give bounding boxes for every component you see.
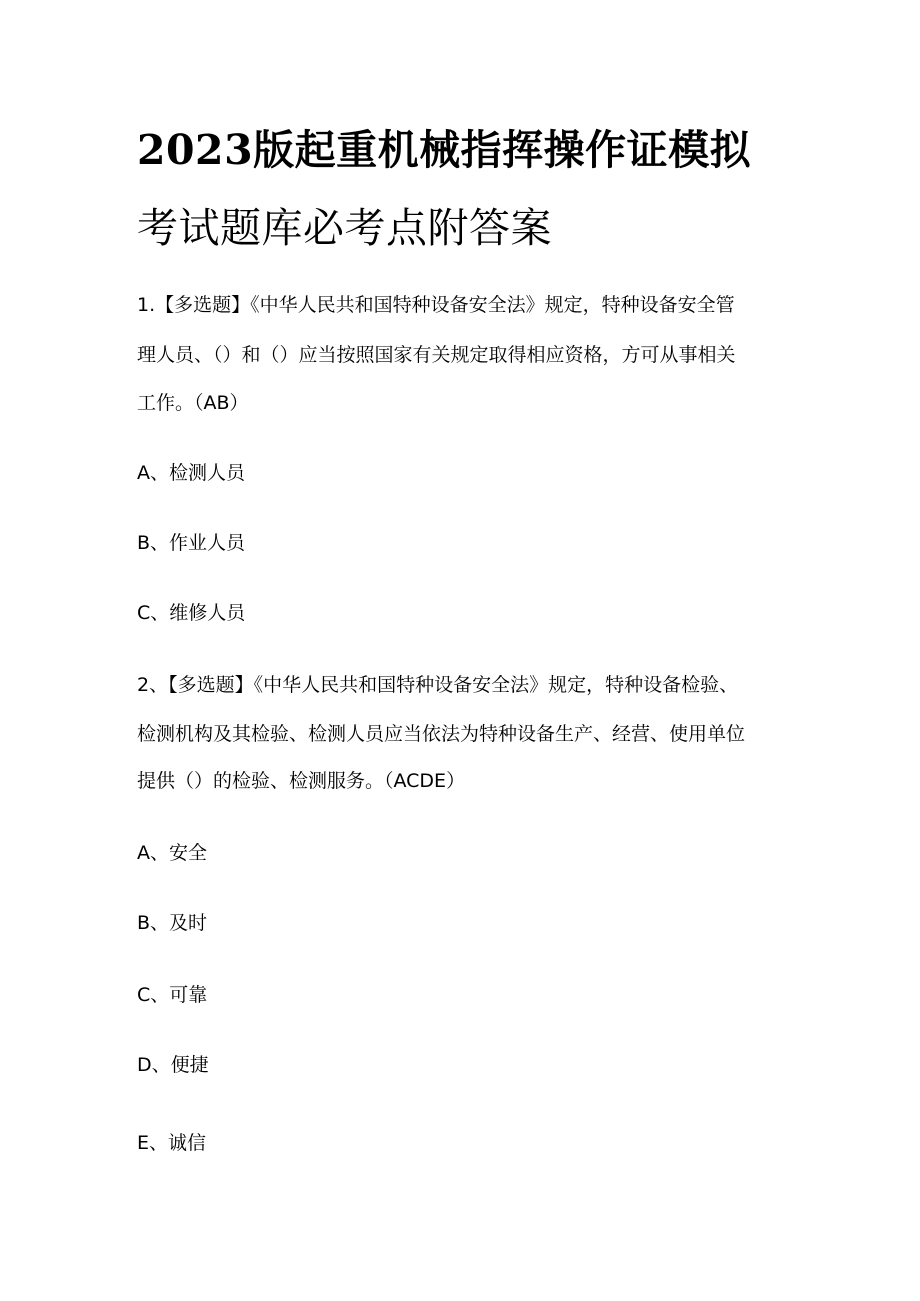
question-1-option-b: B、作业人员 [137, 532, 246, 554]
question-2-text-line-2: 检测机构及其检验、检测人员应当依法为特种设备生产、经营、使用单位 [137, 723, 746, 745]
question-2-option-d: D、便捷 [137, 1054, 209, 1076]
question-1-option-a: A、检测人员 [137, 462, 245, 484]
question-2-option-b: B、及时 [137, 912, 208, 934]
question-1-text-line-3: 工作。（AB） [137, 392, 249, 414]
question-1-text-line-1: 1.【多选题】《中华人民共和国特种设备安全法》规定，特种设备安全管 [137, 294, 735, 316]
question-2-option-e: E、诚信 [137, 1132, 207, 1154]
question-2-text-line-1: 2、【多选题】《中华人民共和国特种设备安全法》规定，特种设备检验、 [137, 674, 739, 696]
question-2-option-c: C、可靠 [137, 984, 208, 1006]
question-1-option-c: C、维修人员 [137, 602, 246, 624]
question-1-text-line-2: 理人员、（）和（）应当按照国家有关规定取得相应资格，方可从事相关 [137, 344, 736, 366]
document-title-line-2: 考试题库必考点附答案 [137, 204, 552, 252]
document-title-line-1: 2023版起重机械指挥操作证模拟 [137, 126, 752, 174]
question-2-text-line-3: 提供（）的检验、检测服务。（ACDE） [137, 770, 466, 792]
question-2-option-a: A、安全 [137, 842, 207, 864]
